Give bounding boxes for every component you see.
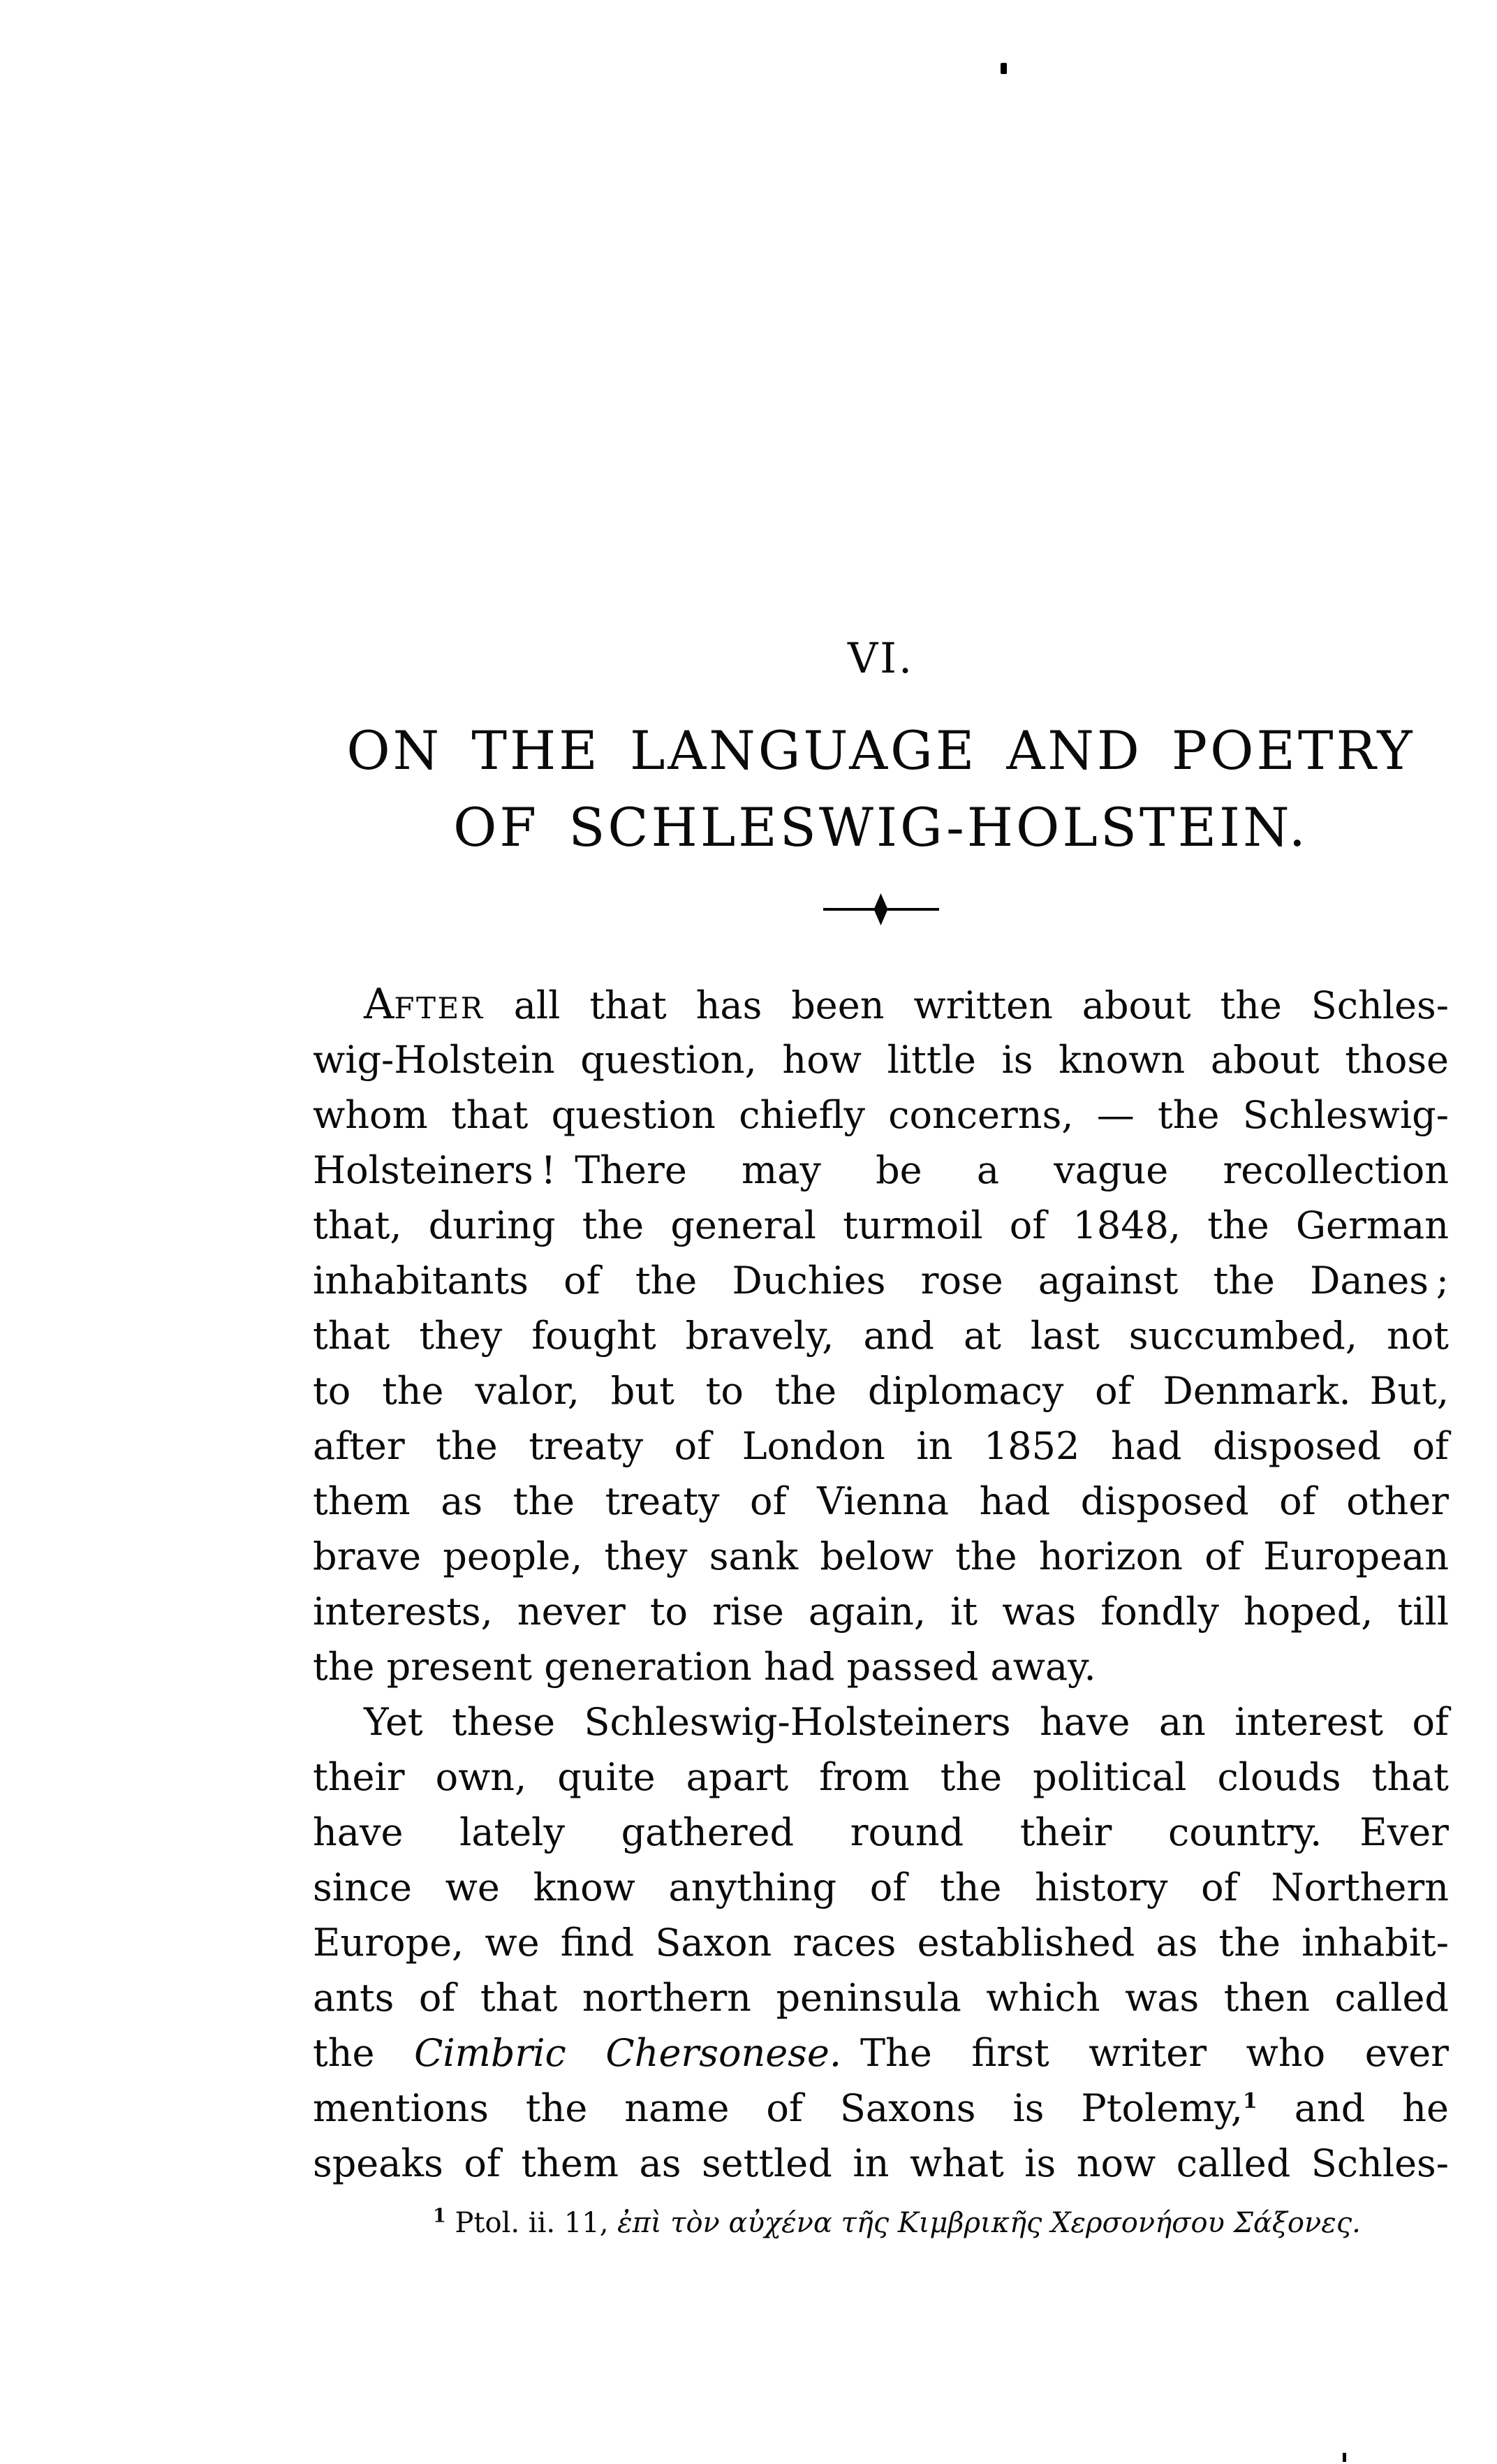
footnote [433,2204,1452,2242]
section-number: VI. [847,634,915,683]
text-line: that, during the general turmoil of 1848, the German [313,1203,1449,1247]
chapter-title [313,712,1449,866]
text-run: the [313,2031,415,2075]
text-line: to the valor, but to the diplomacy of Denmark. But, [313,1369,1449,1413]
ornamental-divider [313,893,1449,926]
lead-capital: A [364,980,394,1029]
paragraph-1 [313,977,1449,1694]
scan-speck-bottom-icon [1343,2453,1346,2462]
footnote-marker: 1 [433,2205,446,2227]
text-line: have lately gathered round their country. Ever [313,1810,1449,1854]
text-run: mentions the name of Saxons is Ptolemy, [313,2086,1243,2130]
text-line: speaks of them as settled in what is now called Schles- [313,2141,1449,2185]
text-line: Yet these Schleswig-Holsteiners have an interest of [364,1700,1449,1744]
italic-phrase: Cimbric Chersonese. [414,2031,842,2075]
lead-smallcaps: FTER [394,991,485,1025]
text-line [313,2081,1449,2136]
text-line: brave people, they sank below the horizon of European [313,1534,1449,1578]
text-line: Holsteiners ! There may be a vague recollection [313,1148,1449,1192]
diamond-ornament-icon [874,893,888,925]
footnote-citation: Ptol. ii. 11, [445,2207,618,2239]
chapter-title-line-1: ON THE LANGUAGE AND POETRY [346,719,1415,782]
text-line: after the treaty of London in 1852 had disposed of [313,1424,1449,1468]
text-line: wig-Holstein question, how little is known about those [313,1038,1449,1082]
text-line: interests, never to rise again, it was fondly hoped, till [313,1590,1449,1634]
footnote-greek-quote: ἐπὶ τὸν αὐχένα τῆς Κιμβρικῆς Χερσονήσου Σάξονες. [617,2207,1361,2239]
text-run: all that has been written about the Schles- [484,983,1449,1027]
text-line: the present generation had passed away. [313,1645,1096,1689]
text-line: that they fought bravely, and at last succumbed, not [313,1314,1449,1358]
scan-speck-top-icon [1001,63,1007,74]
text-run: The first writer who ever [841,2031,1450,2075]
text-line: them as the treaty of Vienna had disposed of other [313,1479,1449,1523]
text-line: since we know anything of the history of Northern [313,1865,1449,1909]
text-line: inhabitants of the Duchies rose against the Danes ; [313,1259,1449,1303]
text-run: and he [1257,2086,1449,2130]
text-line: ants of that northern peninsula which was then called [313,1976,1449,2020]
text-line: whom that question chiefly concerns, — the Schleswig- [313,1093,1449,1137]
footnote-reference: 1 [1242,2089,1258,2113]
text-line: Europe, we find Saxon races established as the inhabit- [313,1921,1449,1965]
text-line [313,2025,1449,2081]
text-line: their own, quite apart from the political clouds that [313,1755,1449,1799]
paragraph-2 [313,1694,1449,2191]
divider-rule-left [823,908,876,911]
body-text [313,977,1449,2191]
chapter-title-line-2: OF SCHLESWIG-HOLSTEIN. [453,796,1308,858]
text-line [313,977,1449,1032]
divider-rule-right [886,908,939,911]
